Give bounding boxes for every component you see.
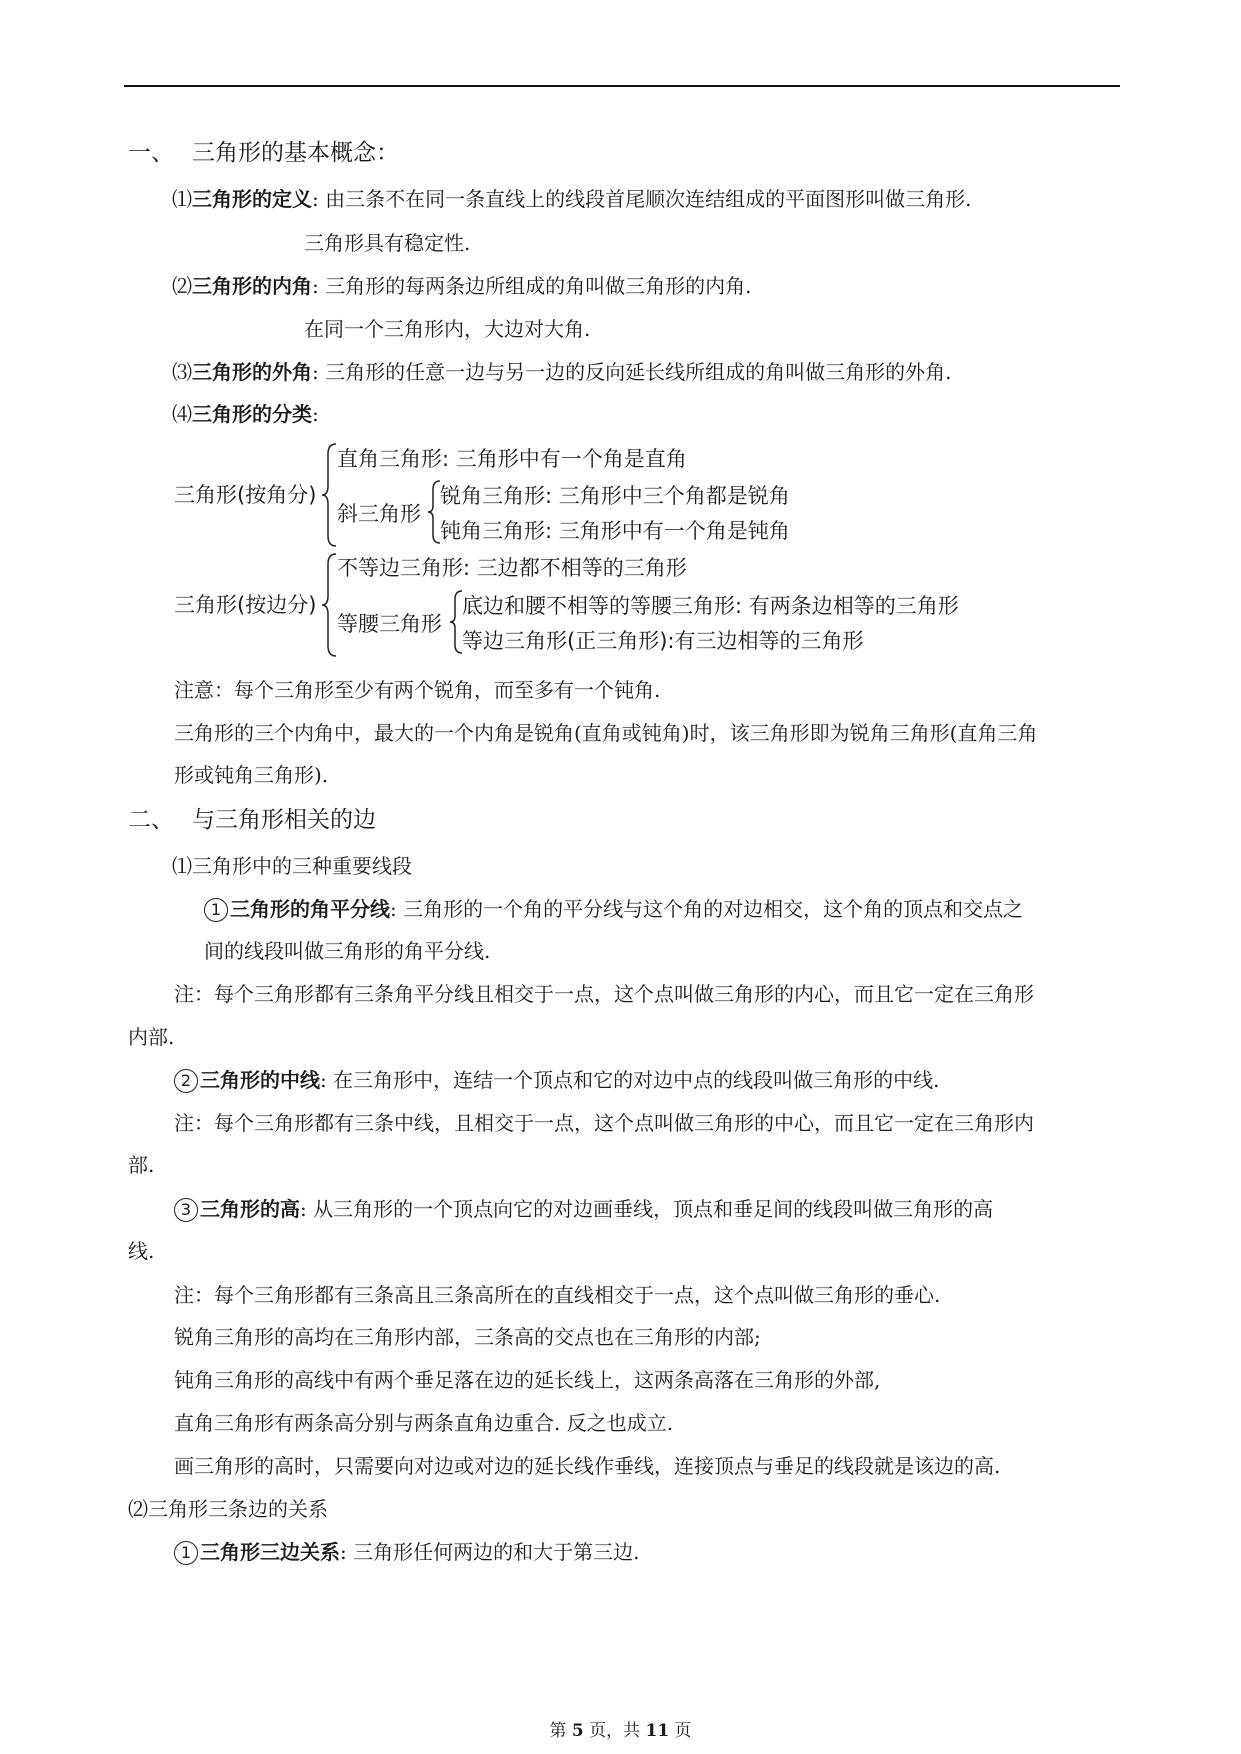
altitude-term: 三角形的高	[200, 1197, 300, 1221]
class-isosceles-proper: 底边和腰不相等的等腰三角形: 有两条边相等的三角形	[462, 594, 959, 618]
obtuse-altitude-note: 钝角三角形的高线中有两个垂足落在边的延长线上，这两条高落在三角形的外部,	[174, 1368, 881, 1392]
circled-number-icon: 1	[174, 1541, 198, 1565]
angle-bisector-term: 三角形的角平分线	[230, 897, 390, 921]
class-isosceles-triangle: 等腰三角形	[337, 612, 442, 636]
class-right-triangle: 直角三角形: 三角形中有一个角是直角	[337, 447, 687, 471]
interior-angle-text: 三角形的每两条边所组成的角叫做三角形的内角.	[325, 274, 752, 298]
circled-number-icon: 3	[174, 1198, 198, 1222]
header-rule	[124, 85, 1120, 87]
median-term: 三角形的中线	[200, 1068, 320, 1092]
incenter-note-line1: 注：每个三角形都有三条角平分线且相交于一点，这个点叫做三角形的内心，而且它一定在三角形	[174, 982, 1034, 1006]
triangle-inequality-term: 三角形三边关系	[200, 1540, 340, 1564]
circled-number-icon: 2	[174, 1069, 198, 1093]
section-2-heading	[128, 807, 376, 833]
max-angle-note-line2: 形或钝角三角形).	[174, 763, 329, 787]
class-side-root: 三角形(按边分)	[174, 593, 317, 617]
angle-bisector-definition-cont: 间的线段叫做三角形的角平分线.	[204, 939, 491, 963]
acute-altitude-note: 锐角三角形的高均在三角形内部，三条高的交点也在三角形的内部;	[174, 1325, 761, 1349]
median-definition: 2 三角形的中线: 在三角形中，连结一个顶点和它的对边中点的线段叫做三角形的中线.	[174, 1067, 939, 1093]
definition-term: 三角形的定义	[192, 187, 312, 211]
acute-angle-note: 注意：每个三角形至少有两个锐角，而至多有一个钝角.	[174, 678, 661, 702]
page-footer: 第 5 页，共 11 页	[549, 1721, 692, 1741]
definition-item-1: ⑴三角形的定义: 由三条不在同一条直线上的线段首尾顺次连结组成的平面图形叫做三角形.	[172, 187, 972, 211]
section-2-title: 与三角形相关的边	[192, 807, 376, 833]
altitude-definition: 3 三角形的高: 从三角形的一个顶点向它的对边画垂线，顶点和垂足间的线段叫做三角形的高	[174, 1196, 993, 1222]
subsection-1-heading: ⑴三角形中的三种重要线段	[172, 854, 412, 878]
incenter-note-line2: 内部.	[128, 1025, 175, 1049]
definition-item-3: ⑶三角形的外角: 三角形的任意一边与另一边的反向延长线所组成的角叫做三角形的外角.	[172, 360, 952, 384]
stability-note: 三角形具有稳定性.	[304, 231, 471, 255]
classification-term: 三角形的分类	[192, 402, 312, 426]
page-total: 11	[645, 1721, 670, 1741]
orthocenter-note: 注：每个三角形都有三条高且三条高所在的直线相交于一点，这个点叫做三角形的垂心.	[174, 1283, 941, 1307]
class-scalene-triangle: 不等边三角形: 三边都不相等的三角形	[337, 556, 687, 580]
draw-altitude-note: 画三角形的高时，只需要向对边或对边的延长线作垂线，连接顶点与垂足的线段就是该边的高.	[174, 1454, 1001, 1478]
altitude-definition-cont: 线.	[128, 1239, 155, 1263]
class-equilateral-triangle: 等边三角形(正三角形):有三边相等的三角形	[462, 629, 864, 653]
big-side-note: 在同一个三角形内，大边对大角.	[304, 317, 591, 341]
definition-text: 由三条不在同一条直线上的线段首尾顺次连结组成的平面图形叫做三角形.	[325, 187, 972, 211]
centroid-note-line2: 部.	[128, 1153, 155, 1177]
definition-item-2: ⑵三角形的内角: 三角形的每两条边所组成的角叫做三角形的内角.	[172, 274, 752, 298]
class-oblique-triangle: 斜三角形	[337, 502, 421, 526]
centroid-note-line1: 注：每个三角形都有三条中线，且相交于一点，这个点叫做三角形的中心，而且它一定在三角形内	[174, 1111, 1034, 1135]
exterior-angle-text: 三角形的任意一边与另一边的反向延长线所组成的角叫做三角形的外角.	[325, 360, 952, 384]
class-side-brace	[320, 552, 338, 658]
section-2-number: 二、	[128, 807, 174, 833]
right-altitude-note: 直角三角形有两条高分别与两条直角边重合. 反之也成立.	[174, 1411, 674, 1435]
section-1-number: 一、	[128, 140, 174, 166]
section-1-title: 三角形的基本概念：	[192, 140, 399, 166]
class-acute-triangle: 锐角三角形: 三角形中三个角都是锐角	[440, 484, 790, 508]
circled-number-icon: 1	[204, 898, 228, 922]
page-number: 5	[571, 1721, 584, 1741]
angle-bisector-definition: 1 三角形的角平分线: 三角形的一个角的平分线与这个角的对边相交，这个角的顶点和交点之	[204, 896, 1023, 922]
triangle-inequality: 1 三角形三边关系: 三角形任何两边的和大于第三边.	[174, 1539, 639, 1565]
class-obtuse-triangle: 钝角三角形: 三角形中有一个角是钝角	[440, 519, 790, 543]
exterior-angle-term: 三角形的外角	[192, 360, 312, 384]
max-angle-note-line1: 三角形的三个内角中，最大的一个内角是锐角(直角或钝角)时，该三角形即为锐角三角形(直角三角	[174, 721, 1038, 745]
subsection-2-heading: ⑵三角形三条边的关系	[128, 1497, 328, 1521]
class-angle-brace	[320, 442, 338, 548]
section-1-heading	[128, 140, 399, 166]
class-angle-root: 三角形(按角分)	[174, 483, 317, 507]
definition-item-4: ⑷三角形的分类:	[172, 402, 319, 426]
interior-angle-term: 三角形的内角	[192, 274, 312, 298]
